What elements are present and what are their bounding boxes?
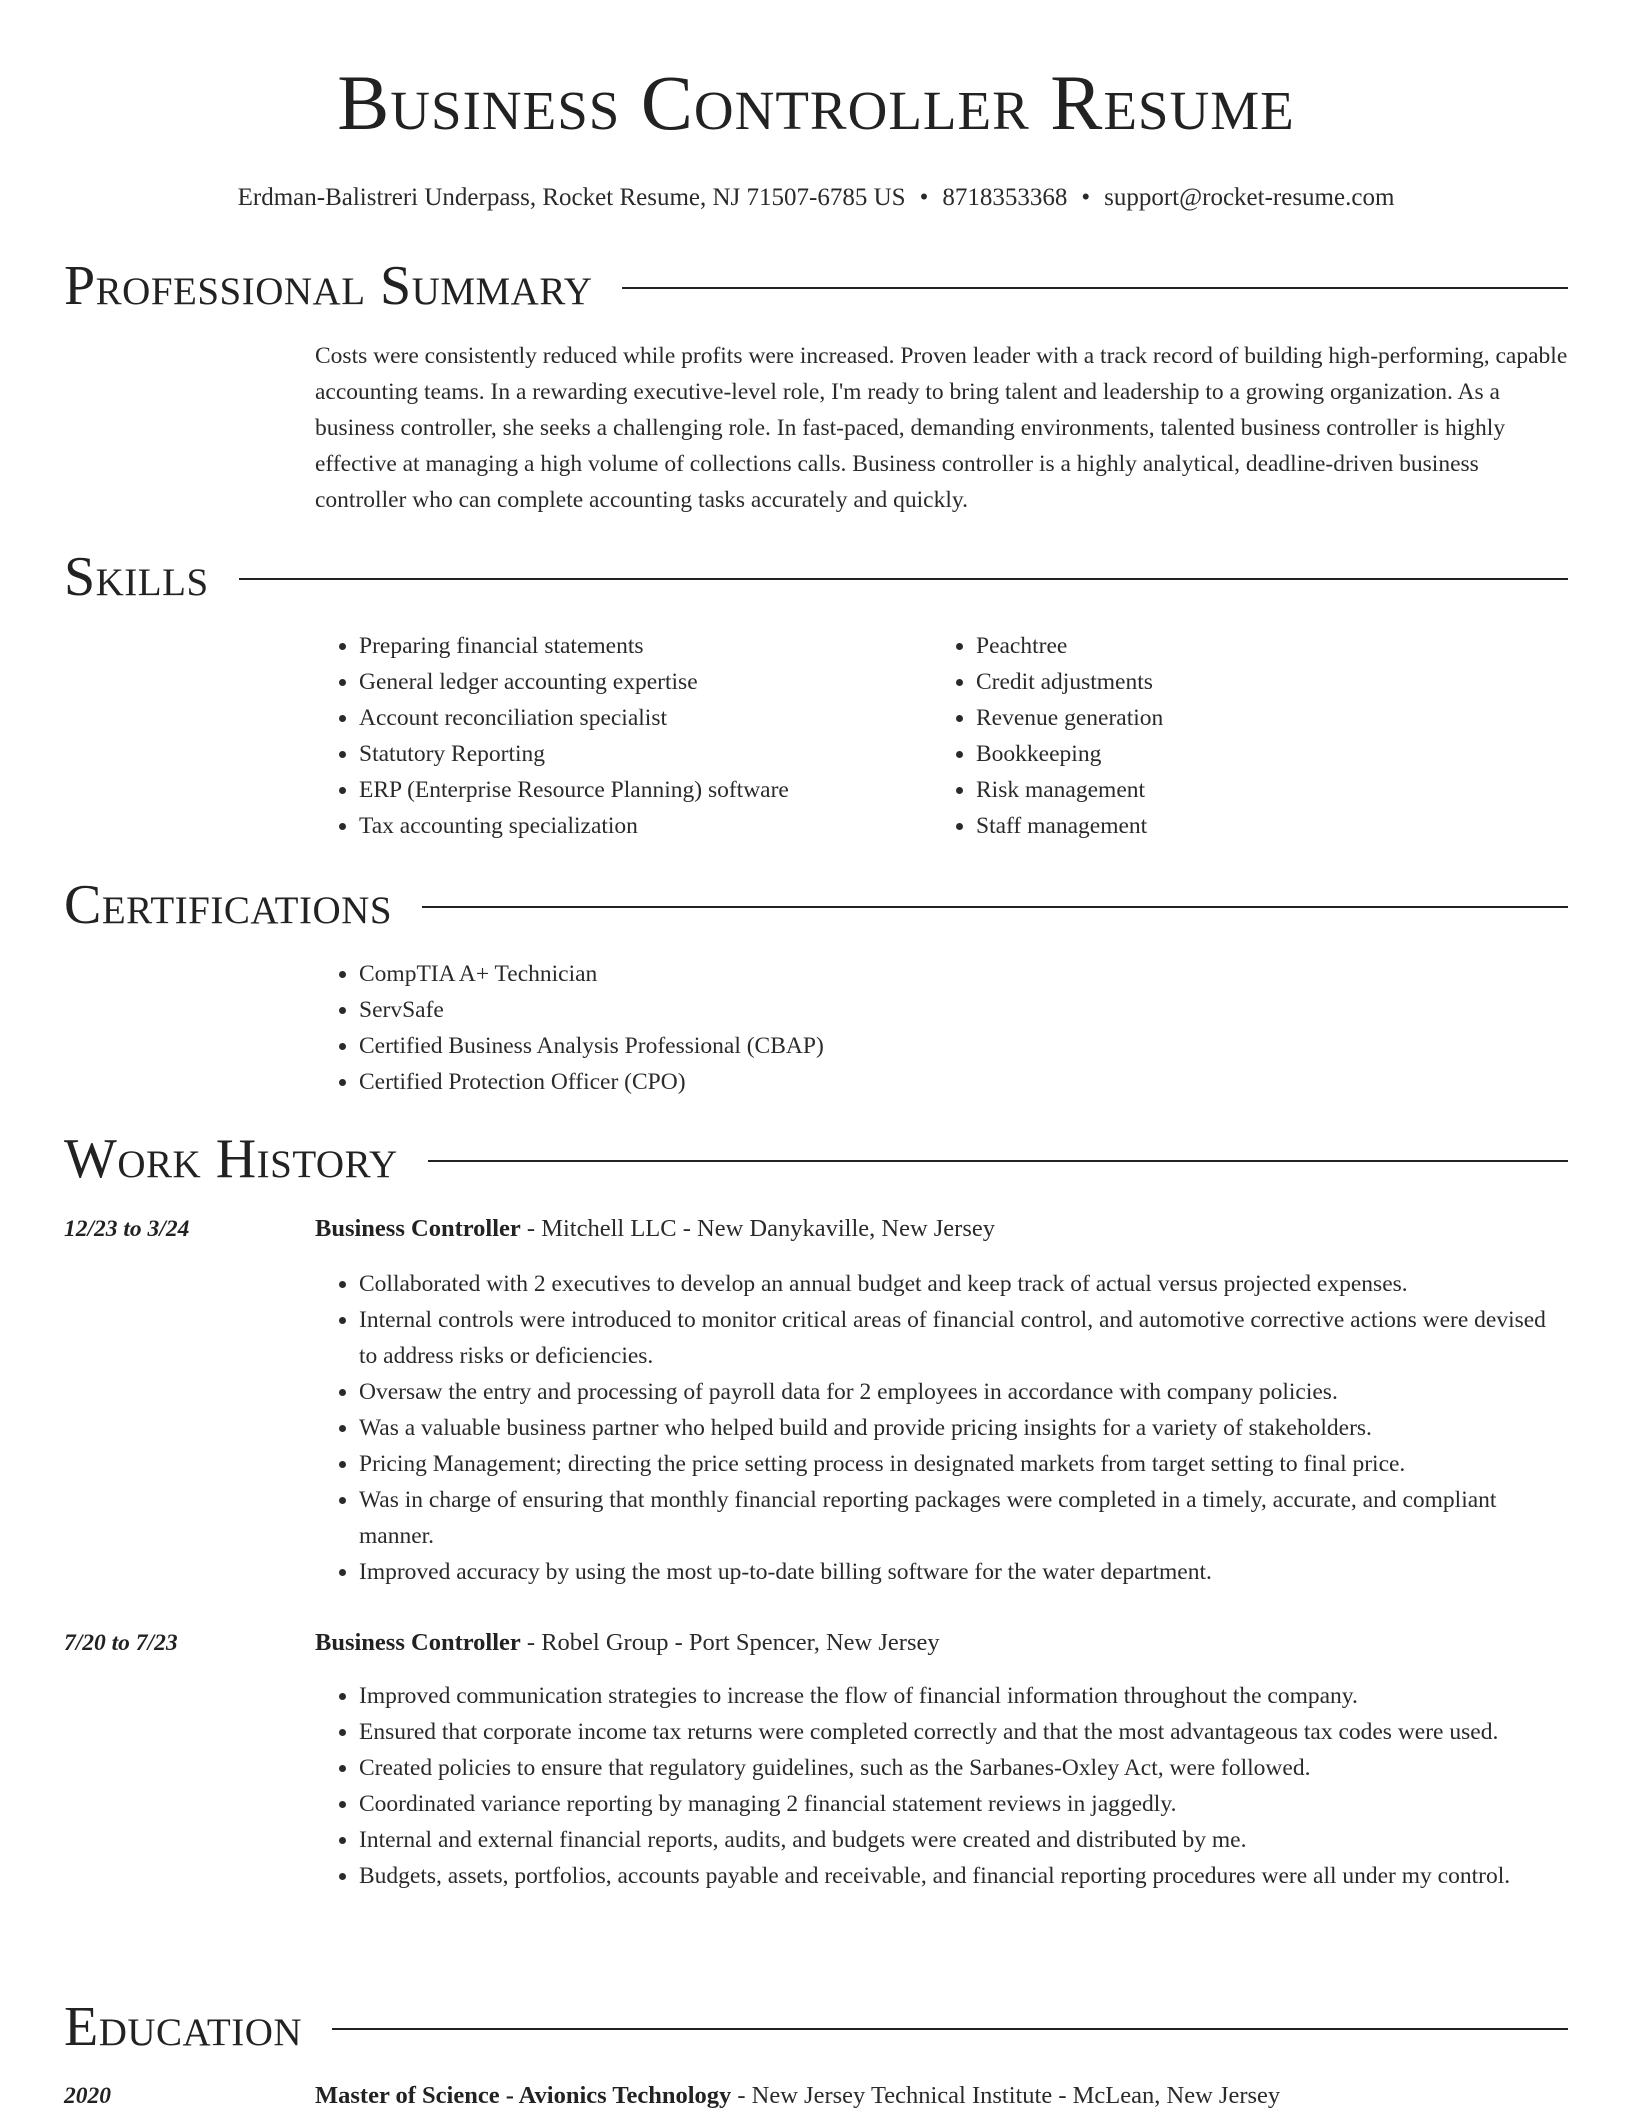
skills-list-right [932, 628, 1532, 844]
summary-section-header [64, 254, 1568, 318]
resume-title: Business Controller Resume [337, 59, 1295, 146]
education-line [315, 2078, 1280, 2114]
job-bullet: • Created policies to ensure that regulatory guidelines, such as the Sarbanes-Oxley Act, were followed. [359, 1750, 1568, 1786]
education-heading: Education [64, 1996, 303, 2058]
contact-separator: • [1081, 184, 1091, 211]
skill-item: • General ledger accounting expertise [359, 664, 915, 700]
skill-item: • Revenue generation [976, 700, 1532, 736]
skill-item: • Peachtree [976, 628, 1532, 664]
job-bullet: • Improved accuracy by using the most up-to-date billing software for the water department. [359, 1554, 1568, 1590]
certifications-heading: Certifications [64, 874, 393, 936]
job-title-line [315, 1625, 940, 1661]
job-bullet: • Collaborated with 2 executives to develop an annual budget and keep track of actual versus projected expenses. [359, 1266, 1568, 1302]
job-bullet: • Internal and external financial reports, audits, and budgets were created and distributed by me. [359, 1822, 1568, 1858]
skills-heading: Skills [64, 546, 209, 608]
job-bullet: • Oversaw the entry and processing of payroll data for 2 employees in accordance with company policies. [359, 1374, 1568, 1410]
job-dates: 12/23 to 3/24 [64, 1216, 190, 1242]
skill-item: • Bookkeeping [976, 736, 1532, 772]
job-bullet: • Coordinated variance reporting by managing 2 financial statement reviews in jaggedly. [359, 1786, 1568, 1822]
certifications-section-header [64, 873, 1568, 937]
education-degree: Master of Science - Avionics Technology [315, 2082, 732, 2109]
job-employer: - Mitchell LLC - New Danykaville, New Jersey [520, 1215, 995, 1242]
contact-email: support@rocket-resume.com [1104, 184, 1395, 211]
job-title: Business Controller [315, 1629, 521, 1656]
job-bullet: • Was a valuable business partner who helped build and provide pricing insights for a variety of stakeholders. [359, 1410, 1568, 1446]
job-employer: - Robel Group - Port Spencer, New Jersey [520, 1629, 940, 1656]
job-title: Business Controller [315, 1215, 521, 1242]
education-year: 2020 [64, 2083, 111, 2109]
skill-item: • Tax accounting specialization [359, 808, 915, 844]
job-bullet: • Pricing Management; directing the price setting process in designated markets from target setting to final price. [359, 1446, 1568, 1482]
contact-line [64, 182, 1568, 214]
certification-item: • Certified Business Analysis Professional (CBAP) [359, 1028, 1315, 1064]
skill-item: • Credit adjustments [976, 664, 1532, 700]
section-divider [422, 906, 1568, 908]
contact-phone: 8718353368 [942, 184, 1068, 211]
certification-item: • Certified Protection Officer (CPO) [359, 1064, 1315, 1100]
skill-item: • Preparing financial statements [359, 628, 915, 664]
job-bullet: • Was in charge of ensuring that monthly financial reporting packages were completed in a timely, accurate, and compliant manner. [359, 1482, 1568, 1554]
job-bullet: • Ensured that corporate income tax returns were completed correctly and that the most advantageous tax codes were used. [359, 1714, 1568, 1750]
job-bullet-list [315, 1678, 1568, 1894]
work-heading: Work History [64, 1128, 398, 1190]
resume-page [64, 0, 1568, 2109]
skill-item: • Account reconciliation specialist [359, 700, 915, 736]
skills-section-header [64, 545, 1568, 609]
skills-list-left [315, 628, 915, 844]
skill-item: • Staff management [976, 808, 1532, 844]
certification-item: • ServSafe [359, 992, 1315, 1028]
skill-item: • Statutory Reporting [359, 736, 915, 772]
contact-address: Erdman-Balistreri Underpass, Rocket Resume, NJ 71507-6785 US [237, 184, 906, 211]
job-dates: 7/20 to 7/23 [64, 1630, 178, 1656]
education-section-header [64, 1995, 1568, 2059]
summary-heading: Professional Summary [64, 255, 593, 317]
work-section-header [64, 1127, 1568, 1191]
education-school: - New Jersey Technical Institute - McLean, New Jersey [731, 2082, 1281, 2109]
skill-item: • Risk management [976, 772, 1532, 808]
skill-item: • ERP (Enterprise Resource Planning) software [359, 772, 915, 808]
job-bullet: • Improved communication strategies to increase the flow of financial information throughout the company. [359, 1678, 1568, 1714]
job-bullet-list [315, 1266, 1568, 1590]
summary-text: Costs were consistently reduced while profits were increased. Proven leader with a track record of building high-performing, capable accounting teams. In a rewarding executive-level role, I'm ready to bring talent and leadership to a growing organization. As a business controller, she seeks a challenging role. In fast-paced, demanding environments, talented business controller is highly effective at managing a high volume of collections calls. Business controller is a highly analytical, deadline-driven business controller who can complete accounting tasks accurately and quickly. [315, 343, 1568, 513]
section-divider [239, 578, 1568, 580]
certifications-list [315, 956, 1315, 1100]
section-divider [428, 1160, 1568, 1162]
job-title-line [315, 1211, 995, 1247]
section-divider [622, 287, 1568, 289]
job-bullet: • Internal controls were introduced to monitor critical areas of financial control, and automotive corrective actions were devised to address risks or deficiencies. [359, 1302, 1568, 1374]
job-bullet: • Budgets, assets, portfolios, accounts payable and receivable, and financial reporting procedures were all under my control. [359, 1858, 1568, 1894]
certification-item: • CompTIA A+ Technician [359, 956, 1315, 992]
contact-separator: • [919, 184, 929, 211]
section-divider [332, 2028, 1568, 2030]
